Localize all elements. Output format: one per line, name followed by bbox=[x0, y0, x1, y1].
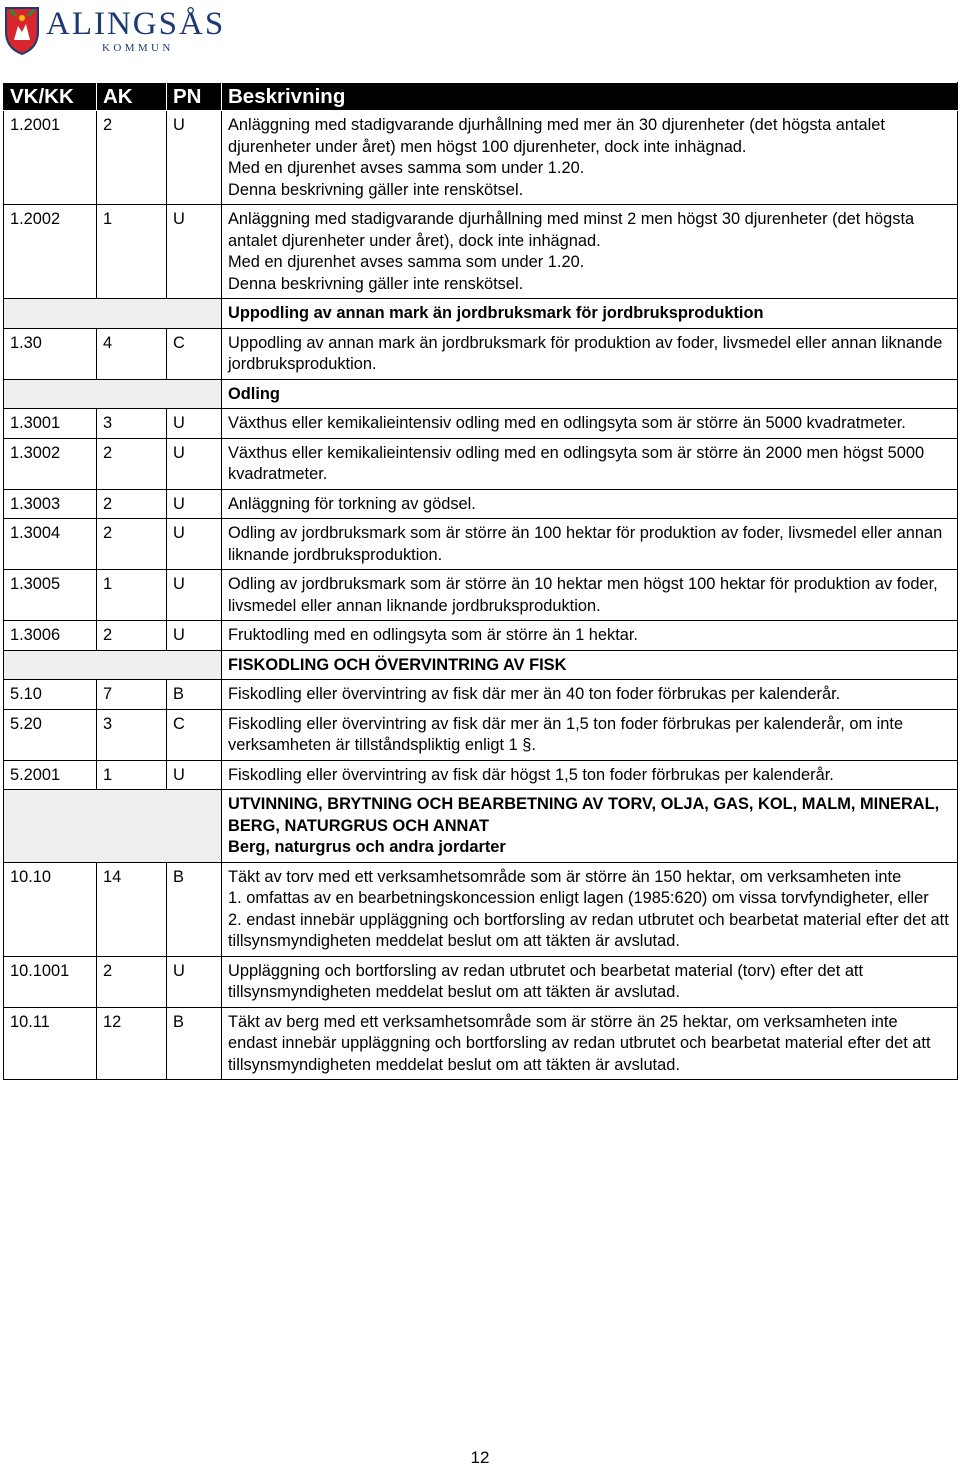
table-row bbox=[4, 489, 958, 519]
cell-pn: U bbox=[167, 760, 222, 790]
description-line: Täkt av torv med ett verksamhetsområde som är större än 150 hektar, om verksamheten inte bbox=[228, 867, 902, 886]
table-row bbox=[4, 956, 958, 1007]
cell-beskrivning bbox=[222, 709, 958, 760]
column-header-vk-kk: VK/KK bbox=[4, 83, 97, 111]
table-row bbox=[4, 680, 958, 710]
cell-beskrivning bbox=[222, 519, 958, 570]
section-shade-cell bbox=[4, 790, 222, 863]
description-line: Växthus eller kemikalieintensiv odling med en odlingsyta som är större än 5000 kvadratmeter. bbox=[228, 414, 906, 432]
column-header-ak: AK bbox=[97, 83, 167, 111]
cell-pn: U bbox=[167, 438, 222, 489]
cell-ak: 1 bbox=[97, 760, 167, 790]
cell-vk-kk: 5.2001 bbox=[4, 760, 97, 790]
description-line: Fiskodling eller övervintring av fisk där högst 1,5 ton foder förbrukas per kalenderår. bbox=[228, 765, 834, 784]
cell-vk-kk: 1.3003 bbox=[4, 489, 97, 519]
table-header-row bbox=[4, 83, 958, 111]
description-line: Täkt av berg med ett verksamhetsområde som är större än 25 hektar, om verksamheten inte endast innebär uppläggning och bortforsling av redan utbrutet och bearbetat material efter det att tillsynsmyndigheten meddelat beslut om att täkten är avslutad. bbox=[228, 1012, 931, 1074]
cell-pn: B bbox=[167, 680, 222, 710]
cell-vk-kk: 1.2002 bbox=[4, 205, 97, 299]
cell-ak: 2 bbox=[97, 519, 167, 570]
section-heading-row bbox=[4, 299, 958, 329]
cell-beskrivning bbox=[222, 205, 958, 299]
description-line: Odling av jordbruksmark som är större än 100 hektar för produktion av foder, livsmedel eller annan liknande jordbruksproduktion. bbox=[228, 524, 943, 564]
description-line: Växthus eller kemikalieintensiv odling med en odlingsyta som är större än 2000 men högst 5000 kvadratmeter. bbox=[228, 443, 925, 483]
cell-beskrivning bbox=[222, 1007, 958, 1080]
description-line: Denna beskrivning gäller inte renskötsel. bbox=[228, 180, 524, 199]
cell-pn: C bbox=[167, 328, 222, 379]
section-heading bbox=[222, 790, 958, 863]
section-shade-cell bbox=[4, 299, 222, 329]
cell-pn: C bbox=[167, 709, 222, 760]
cell-vk-kk: 1.3006 bbox=[4, 621, 97, 651]
section-heading-text: UTVINNING, BRYTNING OCH BEARBETNING AV TORV, OLJA, GAS, KOL, MALM, MINERAL, BERG, NATURGRUS OCH ANNAT bbox=[228, 795, 940, 835]
cell-pn: B bbox=[167, 1007, 222, 1080]
cell-vk-kk: 1.3005 bbox=[4, 570, 97, 621]
section-heading bbox=[222, 379, 958, 409]
section-heading-row bbox=[4, 790, 958, 863]
description-line: Fiskodling eller övervintring av fisk där mer än 1,5 ton foder förbrukas per kalenderår, om inte verksamheten är tillståndspliktig enligt 1 §. bbox=[228, 714, 904, 754]
cell-ak: 2 bbox=[97, 438, 167, 489]
logo-subtitle: KOMMUN bbox=[102, 42, 174, 54]
cell-beskrivning bbox=[222, 489, 958, 519]
cell-ak: 3 bbox=[97, 709, 167, 760]
cell-ak: 1 bbox=[97, 205, 167, 299]
cell-beskrivning bbox=[222, 570, 958, 621]
cell-pn: U bbox=[167, 489, 222, 519]
cell-vk-kk: 5.10 bbox=[4, 680, 97, 710]
cell-vk-kk: 1.3004 bbox=[4, 519, 97, 570]
column-header-pn: PN bbox=[167, 83, 222, 111]
description-line: Med en djurenhet avses samma som under 1.20. bbox=[228, 159, 585, 177]
cell-ak: 14 bbox=[97, 862, 167, 956]
section-heading bbox=[222, 299, 958, 329]
description-line: Anläggning med stadigvarande djurhållning med mer än 30 djurenheter (det högsta antalet djurenheter under året) men högst 100 djurenheter, dock inte inhägnad. bbox=[228, 116, 885, 156]
cell-beskrivning bbox=[222, 438, 958, 489]
cell-vk-kk: 10.10 bbox=[4, 862, 97, 956]
coat-of-arms-icon bbox=[4, 6, 40, 56]
cell-vk-kk: 1.3001 bbox=[4, 409, 97, 439]
cell-ak: 7 bbox=[97, 680, 167, 710]
page-number: 12 bbox=[470, 1448, 490, 1467]
cell-pn: U bbox=[167, 111, 222, 205]
description-line: Odling av jordbruksmark som är större än 10 hektar men högst 100 hektar för produktion av foder, livsmedel eller annan liknande jordbruksproduktion. bbox=[228, 575, 938, 615]
cell-ak: 2 bbox=[97, 621, 167, 651]
cell-pn: U bbox=[167, 570, 222, 621]
description-line: 2. endast innebär uppläggning och bortforsling av redan utbrutet och bearbetat material efter det att tillsynsmyndigheten meddelat beslut om att täkten är avslutad. bbox=[228, 910, 949, 950]
table-row bbox=[4, 328, 958, 379]
description-line: Denna beskrivning gäller inte renskötsel. bbox=[228, 274, 524, 293]
cell-ak: 4 bbox=[97, 328, 167, 379]
table-row bbox=[4, 570, 958, 621]
table-row bbox=[4, 205, 958, 299]
cell-vk-kk: 10.1001 bbox=[4, 956, 97, 1007]
table-row bbox=[4, 438, 958, 489]
cell-beskrivning bbox=[222, 111, 958, 205]
cell-beskrivning bbox=[222, 328, 958, 379]
table-row bbox=[4, 519, 958, 570]
cell-vk-kk: 10.11 bbox=[4, 1007, 97, 1080]
cell-ak: 2 bbox=[97, 956, 167, 1007]
cell-ak: 3 bbox=[97, 409, 167, 439]
section-heading-text: Uppodling av annan mark än jordbruksmark för jordbruksproduktion bbox=[228, 304, 764, 322]
cell-beskrivning bbox=[222, 621, 958, 651]
cell-pn: B bbox=[167, 862, 222, 956]
description-line: Uppläggning och bortforsling av redan utbrutet och bearbetat material (torv) efter det att tillsynsmyndigheten meddelat beslut om att täkten är avslutad. bbox=[228, 961, 864, 1001]
description-line: Uppodling av annan mark än jordbruksmark för produktion av foder, livsmedel eller annan liknande jordbruksproduktion. bbox=[228, 333, 943, 373]
cell-vk-kk: 1.3002 bbox=[4, 438, 97, 489]
section-heading-text: Odling bbox=[228, 384, 280, 403]
cell-beskrivning bbox=[222, 760, 958, 790]
table-row bbox=[4, 1007, 958, 1080]
section-shade-cell bbox=[4, 650, 222, 680]
cell-beskrivning bbox=[222, 409, 958, 439]
cell-pn: U bbox=[167, 205, 222, 299]
cell-pn: U bbox=[167, 409, 222, 439]
description-line: Med en djurenhet avses samma som under 1.20. bbox=[228, 253, 585, 271]
description-line: Fruktodling med en odlingsyta som är större än 1 hektar. bbox=[228, 626, 638, 644]
table-row bbox=[4, 760, 958, 790]
cell-ak: 1 bbox=[97, 570, 167, 621]
regulation-table bbox=[3, 82, 958, 1080]
cell-pn: U bbox=[167, 621, 222, 651]
table-row bbox=[4, 709, 958, 760]
cell-pn: U bbox=[167, 519, 222, 570]
cell-beskrivning bbox=[222, 862, 958, 956]
section-heading-text: FISKODLING OCH ÖVERVINTRING AV FISK bbox=[228, 655, 567, 674]
description-line: 1. omfattas av en bearbetningskoncession enligt lagen (1985:620) om vissa torvfyndigheter, eller bbox=[228, 889, 929, 907]
section-heading-text: Berg, naturgrus och andra jordarter bbox=[228, 838, 506, 856]
section-heading-row bbox=[4, 650, 958, 680]
section-shade-cell bbox=[4, 379, 222, 409]
table-row bbox=[4, 621, 958, 651]
cell-vk-kk: 5.20 bbox=[4, 709, 97, 760]
cell-ak: 2 bbox=[97, 111, 167, 205]
description-line: Anläggning för torkning av gödsel. bbox=[228, 494, 476, 513]
cell-vk-kk: 1.30 bbox=[4, 328, 97, 379]
section-heading bbox=[222, 650, 958, 680]
description-line: Fiskodling eller övervintring av fisk där mer än 40 ton foder förbrukas per kalenderår. bbox=[228, 685, 841, 703]
cell-pn: U bbox=[167, 956, 222, 1007]
section-heading-row bbox=[4, 379, 958, 409]
cell-ak: 12 bbox=[97, 1007, 167, 1080]
cell-beskrivning bbox=[222, 956, 958, 1007]
column-header-beskrivning: Beskrivning bbox=[222, 83, 958, 111]
table-row bbox=[4, 862, 958, 956]
municipality-logo bbox=[4, 2, 234, 60]
description-line: Anläggning med stadigvarande djurhållning med minst 2 men högst 30 djurenheter (det högsta antalet djurenheter under året), dock inte inhägnad. bbox=[228, 210, 915, 250]
table-body bbox=[4, 111, 958, 1080]
cell-ak: 2 bbox=[97, 489, 167, 519]
table-row bbox=[4, 111, 958, 205]
table-row bbox=[4, 409, 958, 439]
logo-wordmark: ALINGSÅS bbox=[46, 6, 226, 42]
cell-beskrivning bbox=[222, 680, 958, 710]
cell-vk-kk: 1.2001 bbox=[4, 111, 97, 205]
